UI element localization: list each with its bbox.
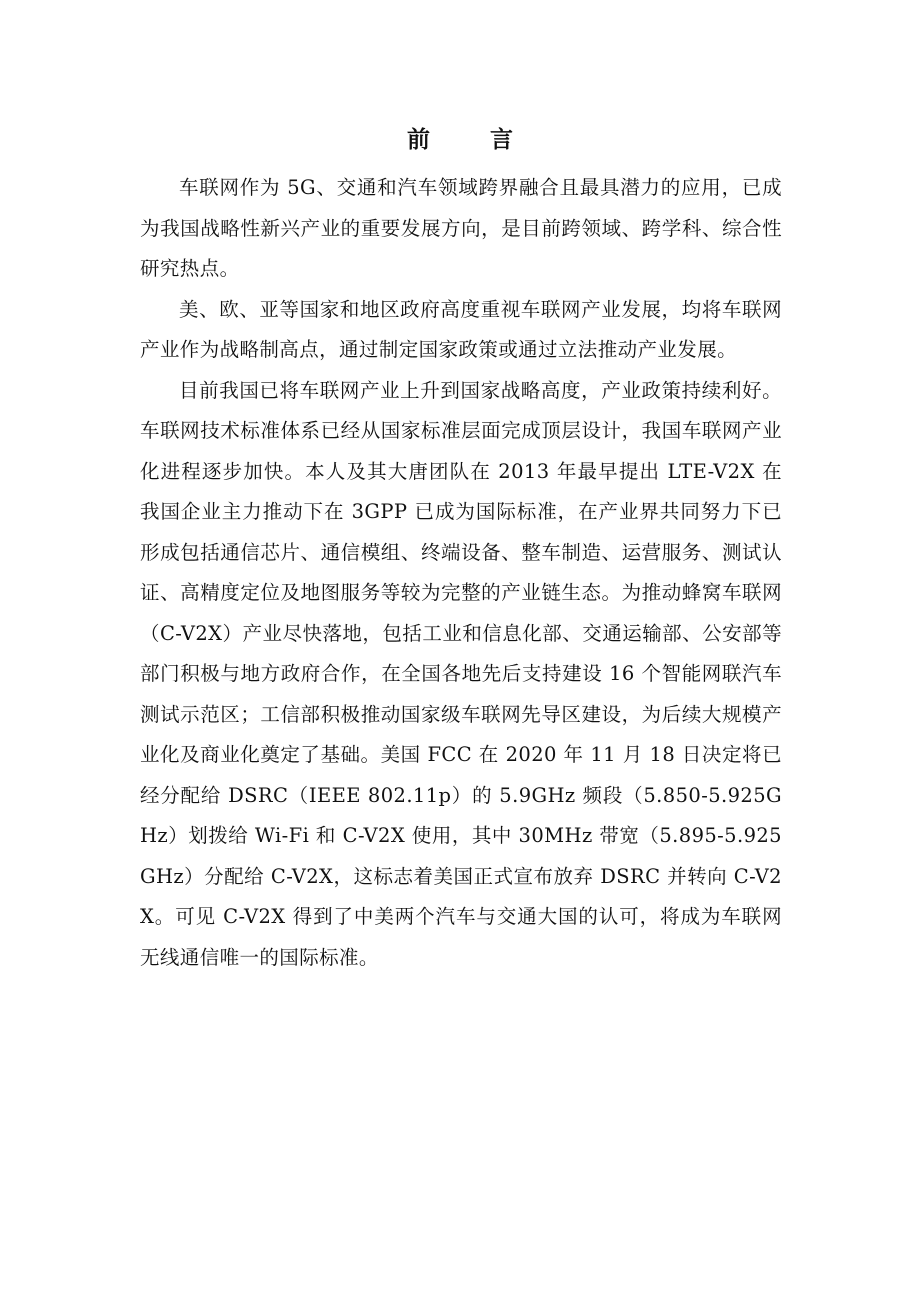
page-title: 前 言 [406,127,539,153]
paragraph-3: 目前我国已将车联网产业上升到国家战略高度，产业政策持续利好。车联网技术标准体系已经从国家标准层面完成顶层设计，我国车联网产业化进程逐步加快。本人及其大唐团队在 2013 年最早提出 LTE-V2X 在我国企业主力推动下在 3GPP 已成为国际标准，在产业界共同努力下已形成包括通信芯片、通信模组、终端设备、整车制造、运营服务、测试认证、高精度定位及地图服务等较为完整的产业链生态。为推动蜂窝车联网（C-V2X）产业尽快落地，包括工业和信息化部、交通运输部、公安部等部门积极与地方政府合作，在全国各地先后支持建设 16 个智能网联汽车测试示范区；工信部积极推动国家级车联网先导区建设，为后续大规模产业化及商业化奠定了基础。美国 FCC 在 2020 年 11 月 18 日决定将已经分配给 DSRC（IEEE 802.11p）的 5.9GHz 频段（5.850-5.925GHz）划拨给 Wi-Fi 和 C-V2X 使用，其中 30MHz 带宽（5.895-5.925GHz）分配给 C-V2X，这标志着美国正式宣布放弃 DSRC 并转向 C-V2X。可见 C-V2X 得到了中美两个汽车与交通大国的认可，将成为车联网无线通信唯一的国际标准。 [140,378,782,969]
paragraph-2: 美、欧、亚等国家和地区政府高度重视车联网产业发展，均将车联网产业作为战略制高点，通过制定国家政策或通过立法推动产业发展。 [140,297,782,361]
body-text [140,168,782,978]
paragraph-1: 车联网作为 5G、交通和汽车领域跨界融合且最具潜力的应用，已成为我国战略性新兴产业的重要发展方向，是目前跨领域、跨学科、综合性研究热点。 [140,176,782,280]
